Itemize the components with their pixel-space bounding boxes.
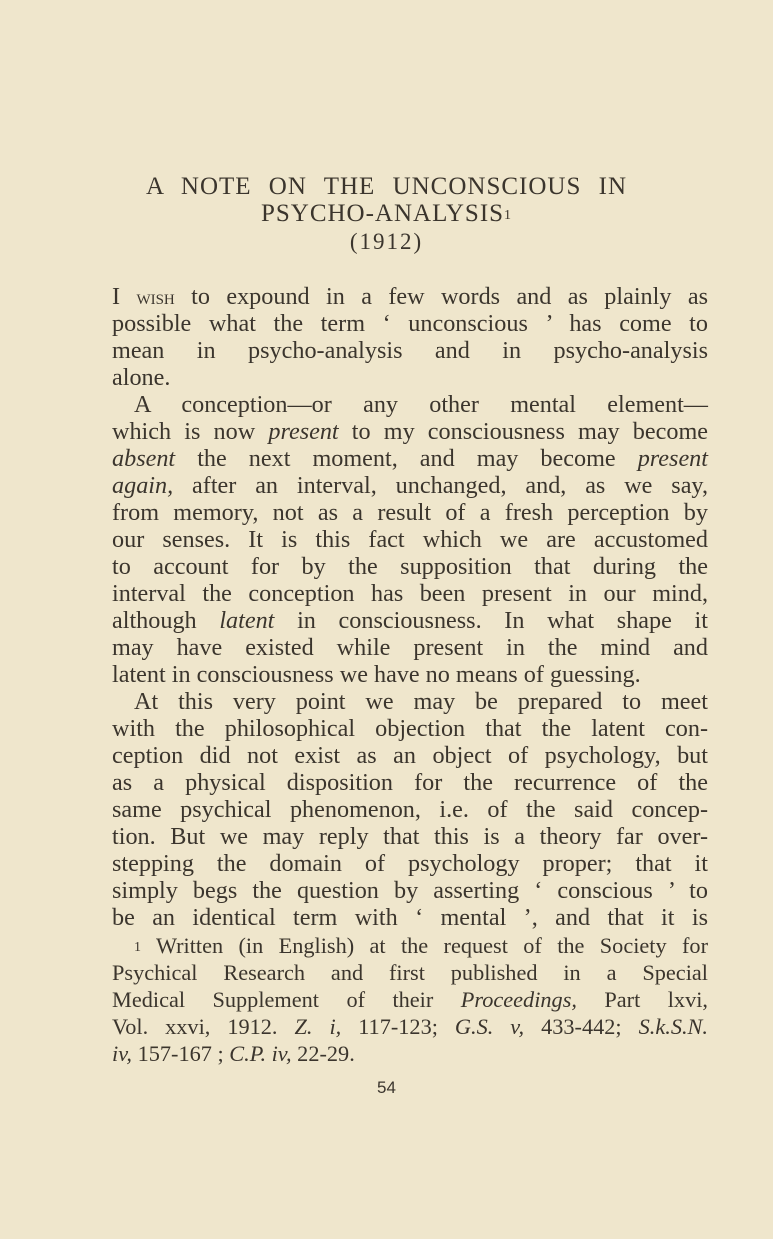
chapter-year: (1912) [349,229,424,254]
body-line [112,499,708,526]
text-segment: mean in psycho-analysis and in psycho-analysis [112,337,708,364]
body-line [112,661,708,688]
text-segment: to expound in a few words and as plainly as [174,283,708,310]
text-segment: may have existed while present in the mind and [112,634,708,661]
italic-text: latent [219,607,275,634]
body-line [112,526,708,553]
italic-text: iv, [112,1041,133,1066]
body-line [112,904,708,931]
text-segment: At this very point we may be prepared to meet [134,688,708,715]
italic-text: G.S. v, [454,1014,525,1039]
chapter-title-text: PSYCHO-ANALYSIS [260,200,505,227]
body-line [112,823,708,850]
body-line [112,877,708,904]
text-segment: same psychical phenomenon, i.e. of the said concep- [112,796,708,823]
body-line [112,391,708,418]
footnote-line [112,986,708,1013]
body-text [112,283,708,931]
text-segment: Psychical Research and first published in a Special [112,960,708,985]
body-line [112,283,708,310]
italic-text: S.k.S.N. [638,1014,708,1039]
text-segment: alone. [112,364,171,391]
chapter-title-line-2 [0,199,773,228]
footnote-line [112,932,708,959]
text-segment: possible what the term ‘ unconscious ’ has come to [112,310,708,337]
text-segment: tion. But we may reply that this is a theory far over- [112,823,708,850]
body-line [112,364,708,391]
footnote-marker: 1 [134,940,141,955]
text-segment: simply begs the question by asserting ‘ conscious ’ to [112,877,708,904]
text-segment: 157-167 ; [132,1041,230,1066]
text-segment: ception did not exist as an object of psychology, but [112,742,708,769]
footnote-line [112,1013,708,1040]
page-number: 54 [377,1078,396,1097]
text-segment: in consciousness. In what shape it [274,607,708,634]
text-segment: interval the conception has been present in our mind, [112,580,708,607]
italic-text: present [637,445,708,472]
body-line [112,688,708,715]
body-line [112,796,708,823]
italic-text: again, [112,472,174,499]
text-segment: as a physical disposition for the recurrence of the [112,769,708,796]
text-segment: A conception—or any other mental element— [134,391,708,418]
body-line [112,634,708,661]
text-segment: from memory, not as a result of a fresh perception by [112,499,708,526]
text-segment: Medical Supplement of their [112,987,461,1012]
text-segment: be an identical term with ‘ mental ’, and that it is [112,904,708,931]
text-segment: 22-29. [291,1041,355,1066]
footnote-marker: 1 [504,208,513,223]
body-line [112,472,708,499]
text-segment: the next moment, and may become [175,445,638,472]
body-line [112,607,708,634]
body-line [112,580,708,607]
body-line [112,850,708,877]
text-segment: latent in consciousness we have no means of guessing. [112,661,641,688]
italic-text: absent [112,445,176,472]
body-line [112,337,708,364]
italic-text: Z. i, [294,1014,342,1039]
text-segment: with the philosophical objection that the latent con- [112,715,708,742]
body-line [112,715,708,742]
text-segment: Part lxvi, [576,987,708,1012]
text-segment: after an interval, unchanged, and, as we say, [173,472,708,499]
text-segment: which is now [112,418,269,445]
text-segment: to my consciousness may become [338,418,708,445]
text-segment: wish [136,284,175,309]
text-segment: I [112,283,137,310]
body-line [112,445,708,472]
italic-text: Proceedings, [460,987,577,1012]
chapter-title-line-1: A NOTE ON THE UNCONSCIOUS IN [145,173,627,200]
body-line [112,742,708,769]
body-line [112,769,708,796]
text-segment: 433-442; [524,1014,639,1039]
text-segment: Written (in English) at the request of the Society for [141,933,708,958]
footnote-line [112,959,708,986]
italic-text: present [268,418,339,445]
footnote-line [112,1040,708,1067]
text-segment: 117-123; [341,1014,455,1039]
body-line [112,553,708,580]
text-segment: although [112,607,220,634]
text-segment: stepping the domain of psychology proper; that it [112,850,708,877]
body-line [112,310,708,337]
text-segment: to account for by the supposition that during the [112,553,708,580]
text-segment: Vol. xxvi, 1912. [112,1014,295,1039]
text-segment: our senses. It is this fact which we are accustomed [112,526,708,553]
footnote [112,932,708,1067]
body-line [112,418,708,445]
italic-text: C.P. iv, [229,1041,292,1066]
